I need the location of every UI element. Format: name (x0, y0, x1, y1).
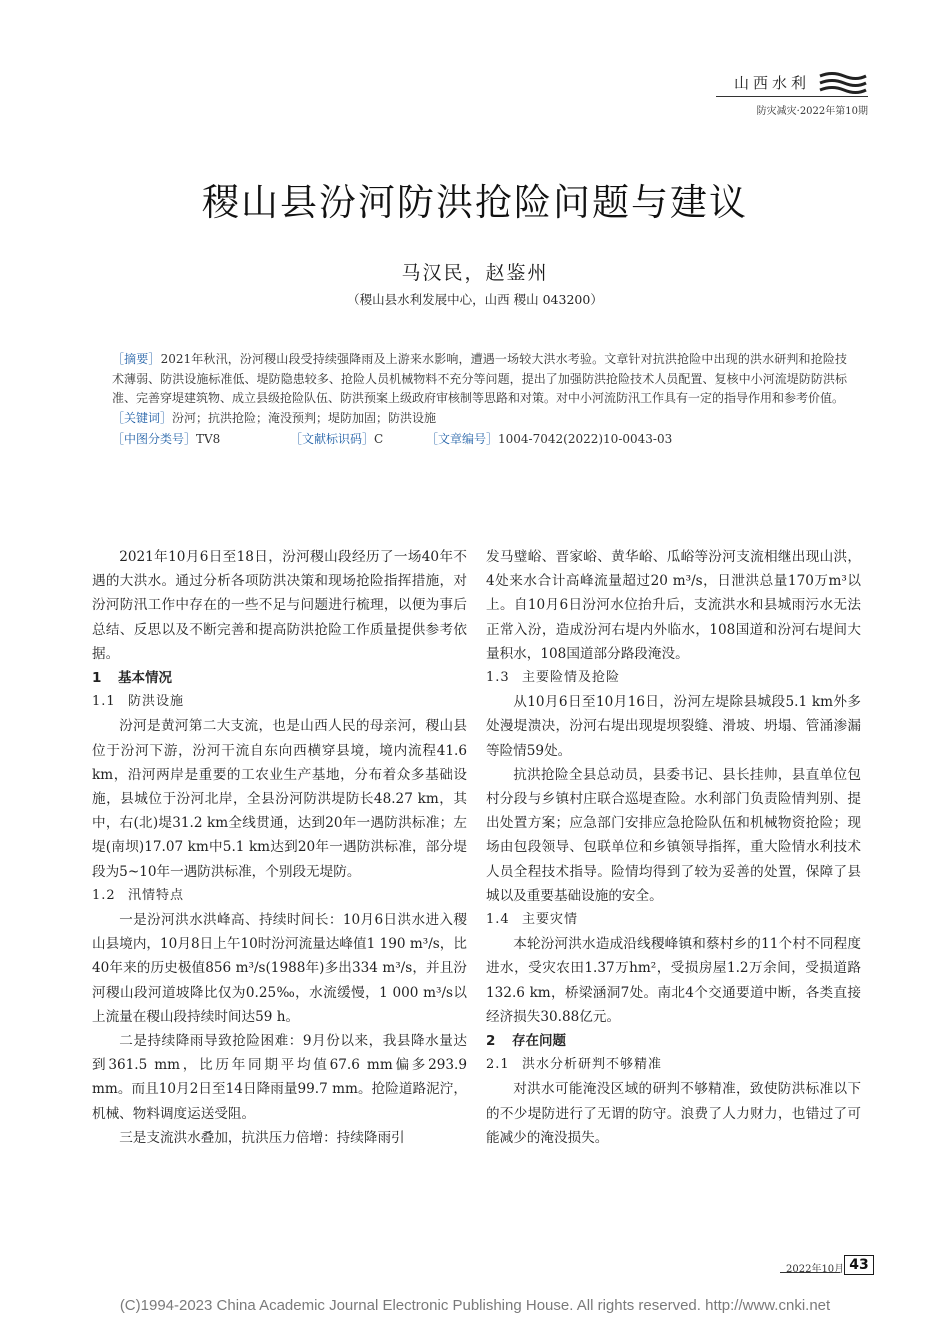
paragraph: 三是支流洪水叠加，抗洪压力倍增：持续降雨引 (119, 1129, 405, 1146)
section-heading-1-1: 1.1 防洪设施 (92, 694, 185, 710)
section-heading-1: 1 基本情况 (92, 670, 172, 687)
section-heading-1-4: 1.4 主要灾情 (486, 912, 579, 928)
page-number: 43 (844, 1255, 874, 1275)
article-no-label: ［文章编号］ (426, 432, 499, 446)
issue-info: 防灾减灾·2022年第10期 (756, 106, 868, 117)
article-no-cell (426, 430, 672, 450)
abstract-label: ［摘要］ (112, 352, 161, 366)
clc-label: ［中图分类号］ (112, 432, 197, 446)
paragraph: 二是持续降雨导致抢险困难：9月份以来，我县降水量达到361.5 mm，比历年同期平均值67.6 mm偏多293.9 mm。而且10月2日至14日降雨量99.7 mm。抢险道路泥泞，机械、物料调度运送受阻。 (92, 1033, 467, 1122)
keywords (112, 409, 847, 429)
section-heading-2-1: 2.1 洪水分析研判不够精准 (486, 1057, 663, 1073)
classification-row (112, 430, 847, 450)
paragraph: 对洪水可能淹没区域的研判不够精准，致使防洪标准以下的不少堤防进行了无谓的防守。浪费了人力财力，也错过了可能减少的淹没损失。 (486, 1081, 861, 1146)
body-column-right (486, 545, 861, 1150)
paragraph: 本轮汾河洪水造成沿线稷峰镇和蔡村乡的11个村不同程度进水，受灾农田1.37万hm²，受损房屋1.2万余间，受损道路132.6 km，桥梁涵洞7处。南北4个交通要道中断，各类直接经济损失30.88亿元。 (486, 936, 861, 1025)
paragraph: 从10月6日至10月16日，汾河左堤除县城段5.1 km外多处漫堤溃决，汾河右堤出现堤坝裂缝、滑坡、坍塌、管涌渗漏等险情59处。 (486, 694, 861, 759)
section-heading-1-3: 1.3 主要险情及抢险 (486, 670, 621, 686)
article-affiliation: （稷山县水利发展中心，山西 稷山 043200） (347, 292, 603, 307)
doc-code-cell (290, 430, 426, 450)
abstract-text: 2021年秋汛，汾河稷山段受持续强降雨及上游来水影响，遭遇一场较大洪水考验。文章针对抗洪抢险中出现的洪水研判和抢险技术薄弱、防洪设施标准低、堤防隐患较多、抢险人员机械物料不充分等问题，提出了加强防洪抢险技术人员配置、复核中小河流堤防防洪标准、完善穿堤建筑物、成立县级抢险队伍、防洪预案上级政府审核制等思路和对策。对中小河流防汛工作具有一定的指导作用和参考价值。 (112, 352, 847, 405)
paragraph: 汾河是黄河第二大支流，也是山西人民的母亲河，稷山县位于汾河下游，汾河干流自东向西横穿县境，境内流程41.6 km，沿河两岸是重要的工农业生产基地，分布着众多基础设施，县城位于汾河北岸，全县汾河防洪堤防长48.27 km，其中，右(北)堤31.2 km全线贯通，达到20年一遇防洪标准；左堤(南坝)17.07 km中5.1 km达到20年一遇防洪标准，部分堤段为5~10年一遇防洪标准，个别段无堤防。 (92, 718, 467, 880)
paragraph-continued: 发马璧峪、晋家峪、黄华峪、瓜峪等汾河支流相继出现山洪，4处来水合计高峰流量超过20 m³/s，日泄洪总量170万m³以上。自10月6日汾河水位抬升后，支流洪水和县城雨污水无法正常入汾，造成汾河右堤内外临水，108国道和汾河右堤间大量积水，108国道部分路段淹没。 (486, 549, 861, 662)
section-heading-1-2: 1.2 汛情特点 (92, 887, 185, 903)
keywords-text: 汾河；抗洪抢险；淹没预判；堤防加固；防洪设施 (172, 410, 437, 425)
doc-code-value: C (374, 432, 384, 446)
article-authors: 马汉民，赵鉴州 (401, 262, 549, 284)
doc-code-label: ［文献标识码］ (290, 432, 375, 446)
paragraph: 抗洪抢险全县总动员，县委书记、县长挂帅，县直单位包村分段与乡镇村庄联合巡堤查险。水利部门负责险情判别、提出处置方案；应急部门安排应急抢险队伍和机械物资抢险；现场由包段领导、包联单位和乡镇领导指挥，重大险情水利技术人员全程技术指导。险情均得到了较为妥善的处置，保障了县城以及重要基础设施的安全。 (486, 766, 861, 904)
header-rule (716, 96, 868, 97)
page-date: 2022年10月 (786, 1264, 845, 1275)
article-no-value: 1004-7042(2022)10-0043-03 (498, 432, 673, 446)
journal-name: 山西水利 (733, 74, 810, 92)
abstract (112, 350, 847, 409)
clc-cell (112, 430, 290, 450)
abstract-block (112, 350, 847, 450)
intro-paragraph: 2021年10月6日至18日，汾河稷山段经历了一场40年不遇的大洪水。通过分析各项防洪决策和现场抢险指挥措施，对汾河防汛工作中存在的一些不足与问题进行梳理，以便为事后总结、反思以及不断完善和提高防洪抢险工作质量提供参考依据。 (92, 549, 467, 662)
keywords-label: ［关键词］ (112, 410, 173, 425)
clc-value: TV8 (196, 432, 221, 446)
waves-logo-icon (818, 70, 868, 98)
journal-header (0, 60, 950, 120)
copyright-notice: (C)1994-2023 China Academic Journal Electronic Publishing House. All rights reserved. http://www.cnki.net (119, 1297, 831, 1314)
article-title: 稷山县汾河防洪抢险问题与建议 (202, 181, 748, 224)
paragraph: 一是汾河洪水洪峰高、持续时间长：10月6日洪水进入稷山县境内，10月8日上午10时汾河流量达峰值1 190 m³/s，比40年来的历史极值856 m³/s(1988年)多出334 m³/s，并且汾河稷山段河道坡降比仅为0.25‰，水流缓慢，1 000 m³/s以上流量在稷山段持续时间达59 h。 (92, 912, 467, 1025)
body-column-left (92, 545, 467, 1150)
section-heading-2: 2 存在问题 (486, 1033, 566, 1050)
